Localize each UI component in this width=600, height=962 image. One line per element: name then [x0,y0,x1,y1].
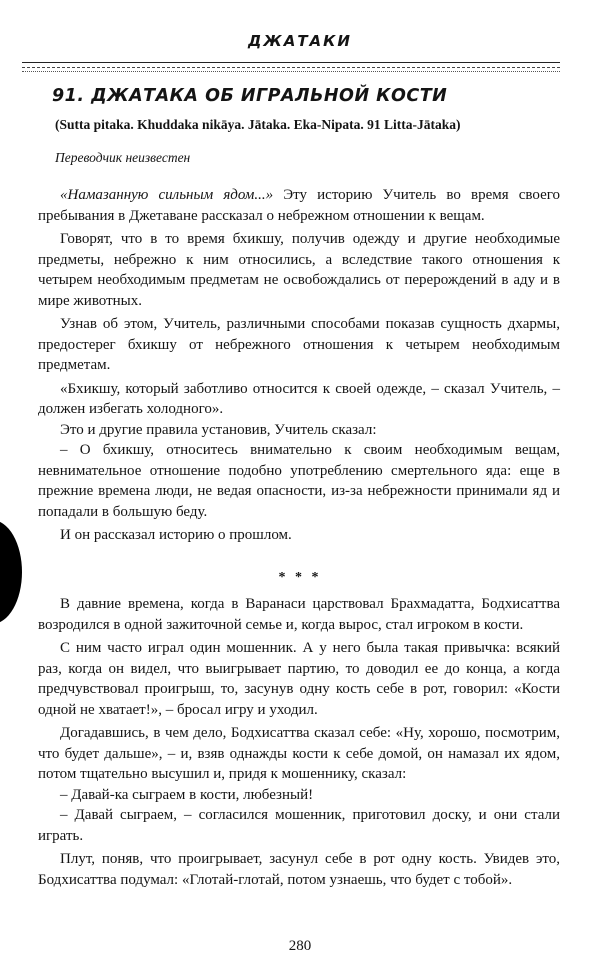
translator-note: Переводчик неизвестен [55,150,191,165]
story-paragraph-1: В давние времена, когда в Варанаси царствовал Брахмадатта, Бодхисаттва возродился в одной зажиточной семье и, когда вырос, стал игроком в кости. [38,596,560,633]
opening-quote: «Намазанную сильным ядом...» [60,187,274,203]
story-paragraph-2: С ним часто играл один мошенник. А у него была такая привычка: всякий раз, когда он видел, что выигрывает партию, то доводил ее до конца, а когда предчувствовал проигрыш, то, засунув одну кость себе в рот, говорил: «Кости одной не хватает!», – бросал игру и уходил. [38,640,560,718]
intro-paragraph-1 [38,185,560,226]
story-paragraph-5: – Давай сыграем, – согласился мошенник, приготовил доску, и они стали играть. [38,807,560,844]
story-paragraph-6: Плут, поняв, что проигрывает, засунул себе в рот одну кость. Увидев это, Бодхисаттва подумал: «Глотай-глотай, потом узнаешь, что будет с тобой». [38,851,560,888]
story-paragraph-4: – Давай-ка сыграем в кости, любезный! [60,786,314,803]
source-reference: (Sutta pitaka. Khuddaka nikāya. Jātaka. Eka-Nipata. 91 Litta-Jātaka) [55,117,461,132]
header-rule-dashed [22,67,560,68]
story-paragraph-3: Догадавшись, в чем дело, Бодхисаттва сказал себе: «Ну, хорошо, посмотрим, что будет дальше», – и, взяв однажды кости к себе домой, он намазал их ядом, потом тщательно высушил и, придя к мошеннику, сказал: [38,725,560,782]
header-rule [22,62,560,63]
intro-paragraph-3: Узнав об этом, Учитель, различными способами показав сущность дхармы, предостерег бхикшу от небрежного отношения к четырем необходимым предметам. [38,316,560,373]
intro-paragraph-5: Это и другие правила установив, Учитель сказал: [60,421,377,438]
intro-paragraph-7: И он рассказал историю о прошлом. [60,527,292,543]
intro-paragraph-4: «Бхикшу, который заботливо относится к своей одежде, – сказал Учитель, – должен избегать холодного». [38,380,560,417]
chapter-title: 91. ДЖАТАКА ОБ ИГРАЛЬНОЙ КОСТИ [52,86,448,106]
running-head: ДЖАТАКИ [248,32,352,50]
intro-paragraph-2: Говорят, что в то время бхикшу, получив одежду и другие необходимые предметы, небрежно к ним относились, а вследствие такого отношения к четырем необходимым предметам не освобождались от перерождений в аду и в мире животных. [38,231,560,309]
intro-paragraph-6: – О бхикшу, относитесь внимательно к своим необходимым вещам, невнимательное отношение подобно употреблению смертельного яда: еще в прежние времена люди, не ведая опасности, из-за небрежности принимали яд и попадали в большую беду. [38,442,560,520]
section-separator: * * * [278,570,322,585]
intro-section [38,185,560,546]
header-rule-dotted [22,71,560,72]
story-section [38,594,560,890]
intro-paragraph-1-text: Эту историю Учитель во время своего пребывания в Джетаване рассказал о небрежном отношении к вещам. [38,187,561,224]
page-number: 280 [288,938,312,954]
